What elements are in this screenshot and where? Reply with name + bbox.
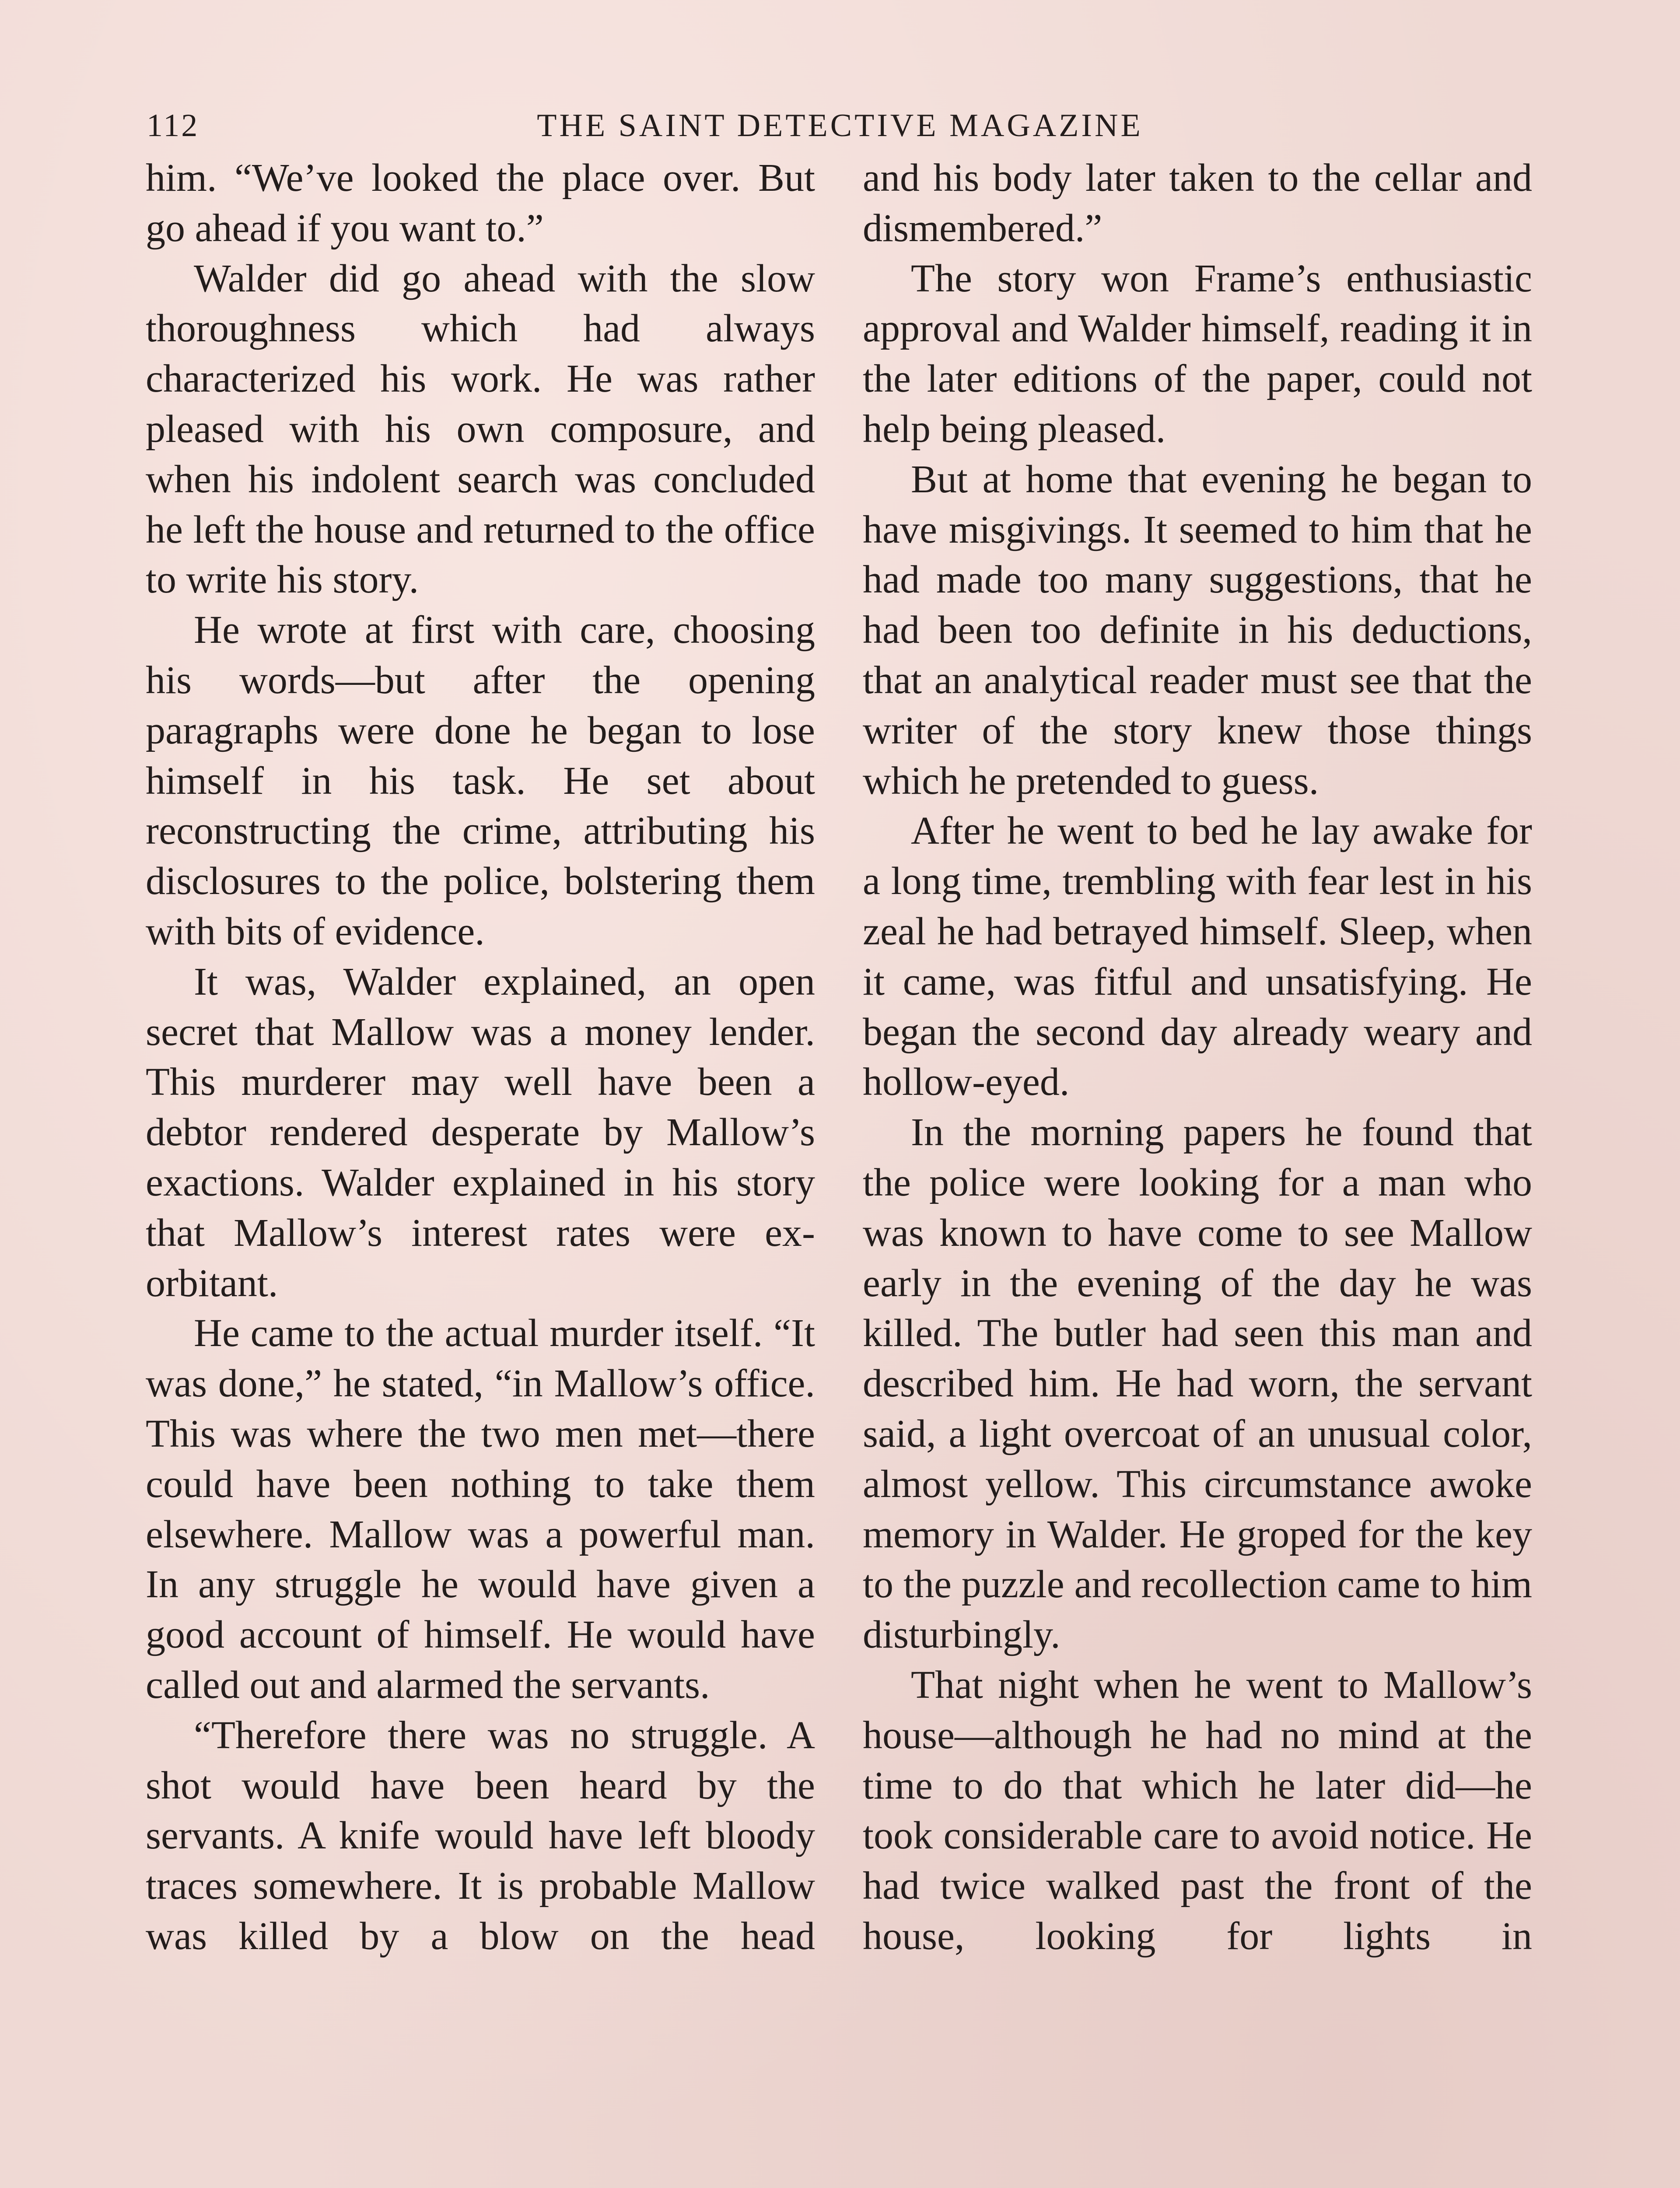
paragraph: That night when he went to Mallow’s house—although he had no mind at the time to do that which he later did—he took considerable care to avoid notice. He had twice walked past the front of the house, looking for lights in	[863, 1663, 1532, 1958]
paragraph: him. “We’ve looked the place over. But go ahead if you want to.”	[146, 156, 815, 250]
paragraph: He came to the actual murder itself. “It was done,” he stated, “in Mallow’s office. This was where the two men met—there could have been nothing to take them elsewhere. Mallow was a powerful man. In any struggle he would have given a good account of himself. He would have called out and alarmed the servants.	[146, 1311, 815, 1707]
paragraph: The story won Frame’s enthusiastic approval and Walder himself, reading it in the later editions of the paper, could not help being pleased.	[863, 256, 1532, 451]
page-header	[147, 102, 1533, 150]
paragraph: and his body later taken to the cellar and dismembered.”	[863, 156, 1532, 250]
paragraph: After he went to bed he lay awake for a long time, trembling with fear lest in his zeal he had betrayed himself. Sleep, when it came, was fitful and unsatisfying. He began the second day already weary and hollow-eyed.	[863, 809, 1532, 1104]
page-number: 112	[147, 108, 200, 144]
paragraph: Walder did go ahead with the slow thoroughness which had always characterized his work. He was rather pleased with his own composure, and when his indolent search was concluded he left the house and returned to the office to write his story.	[146, 256, 815, 602]
paragraph: But at home that evening he began to have misgivings. It seemed to him that he had made too many suggestions, that he had been too definite in his deductions, that an analytical reader must see that the writer of the story knew those things which he pretended to guess.	[863, 457, 1532, 803]
right-column	[863, 153, 1532, 1962]
left-column	[146, 153, 815, 1962]
running-head: THE SAINT DETECTIVE MAGAZINE	[537, 108, 1143, 144]
paragraph: It was, Walder explained, an open secret that Mallow was a money lender. This murderer may well have been a debtor rendered desperate by Mallow’s exactions. Walder explained in his story that Mallow’s interest rates were exorbitant.	[146, 960, 815, 1305]
paragraph: “Therefore there was no struggle. A shot would have been heard by the servants. A knife would have left bloody traces somewhere. It is probable Mallow was killed by a blow on the head	[146, 1713, 815, 1958]
paragraph: In the morning papers he found that the police were looking for a man who was known to have come to see Mallow early in the evening of the day he was killed. The butler had seen this man and described him. He had worn, the servant said, a light overcoat of an unusual color, almost yellow. This circumstance awoke memory in Walder. He groped for the key to the puzzle and recollection came to him disturbingly.	[863, 1111, 1532, 1657]
paragraph: He wrote at first with care, choosing his words—but after the opening paragraphs were done he began to lose himself in his task. He set about reconstructing the crime, attributing his disclosures to the police, bolstering them with bits of evidence.	[146, 608, 815, 953]
